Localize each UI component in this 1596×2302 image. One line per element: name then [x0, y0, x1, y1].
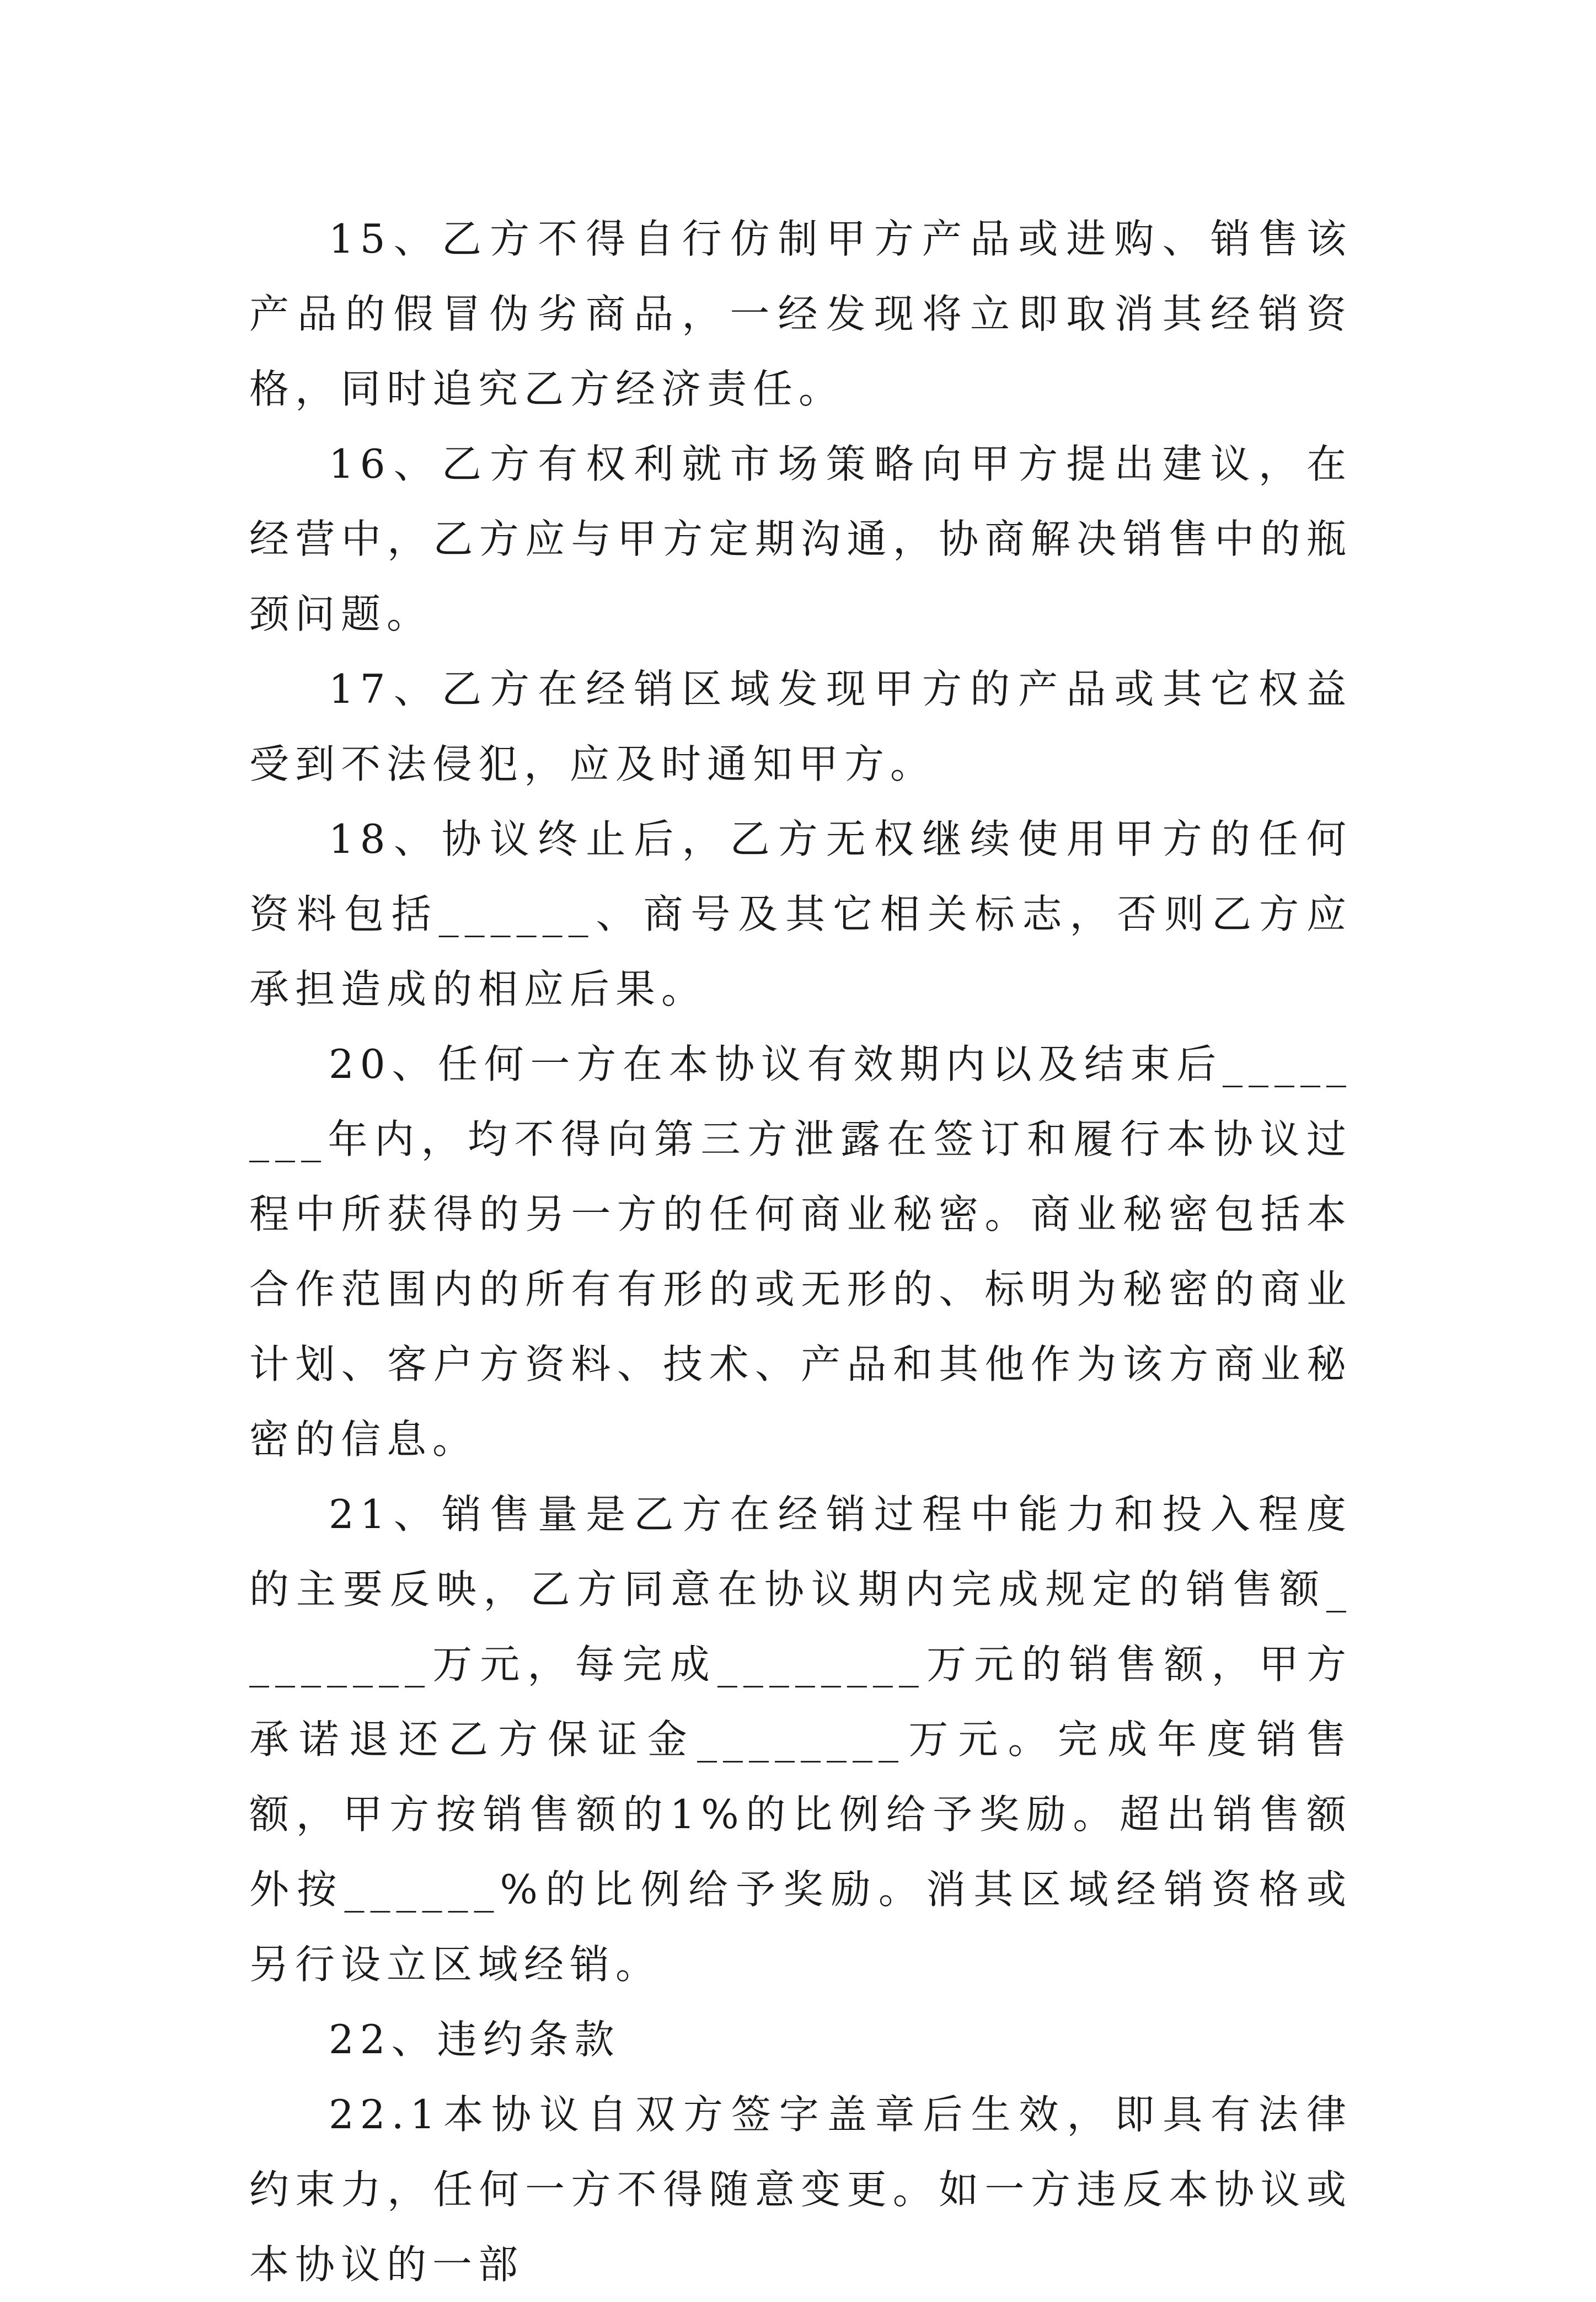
document-body: [249, 201, 1352, 2302]
clause-15: 15、乙方不得自行仿制甲方产品或进购、销售该产品的假冒伪劣商品，一经发现将立即取消其经销资格，同时追究乙方经济责任。: [249, 216, 1352, 412]
clause-22-1: 22.1本协议自双方签字盖章后生效，即具有法律约束力，任何一方不得随意变更。如一方违反本协议或本协议的一部: [249, 2091, 1352, 2288]
clause-20: 20、任何一方在本协议有效期内以及结束后________年内，均不得向第三方泄露在签订和履行本协议过程中所获得的另一方的任何商业秘密。商业秘密包括本合作范围内的所有有形的或无形的、标明为秘密的商业计划、客户方资料、技术、产品和其他作为该方商业秘密的信息。: [249, 1041, 1352, 1462]
clause-17: 17、乙方在经销区域发现甲方的产品或其它权益受到不法侵犯，应及时通知甲方。: [249, 666, 1352, 787]
clause-16: 16、乙方有权利就市场策略向甲方提出建议，在经营中，乙方应与甲方定期沟通，协商解决销售中的瓶颈问题。: [249, 441, 1352, 637]
clause-22-heading: 22、违约条款: [329, 2016, 620, 2063]
clause-21: 21、销售量是乙方在经销过程中能力和投入程度的主要反映，乙方同意在协议期内完成规定的销售额________万元，每完成________万元的销售额，甲方承诺退还乙方保证金________万元。完成年度销售额，甲方按销售额的1%的比例给予奖励。超出销售额外按______%的比例给予奖励。消其区域经销资格或另行设立区域经销。: [249, 1491, 1352, 1988]
clause-18: 18、协议终止后，乙方无权继续使用甲方的任何资料包括______、商号及其它相关标志，否则乙方应承担造成的相应后果。: [249, 816, 1352, 1012]
